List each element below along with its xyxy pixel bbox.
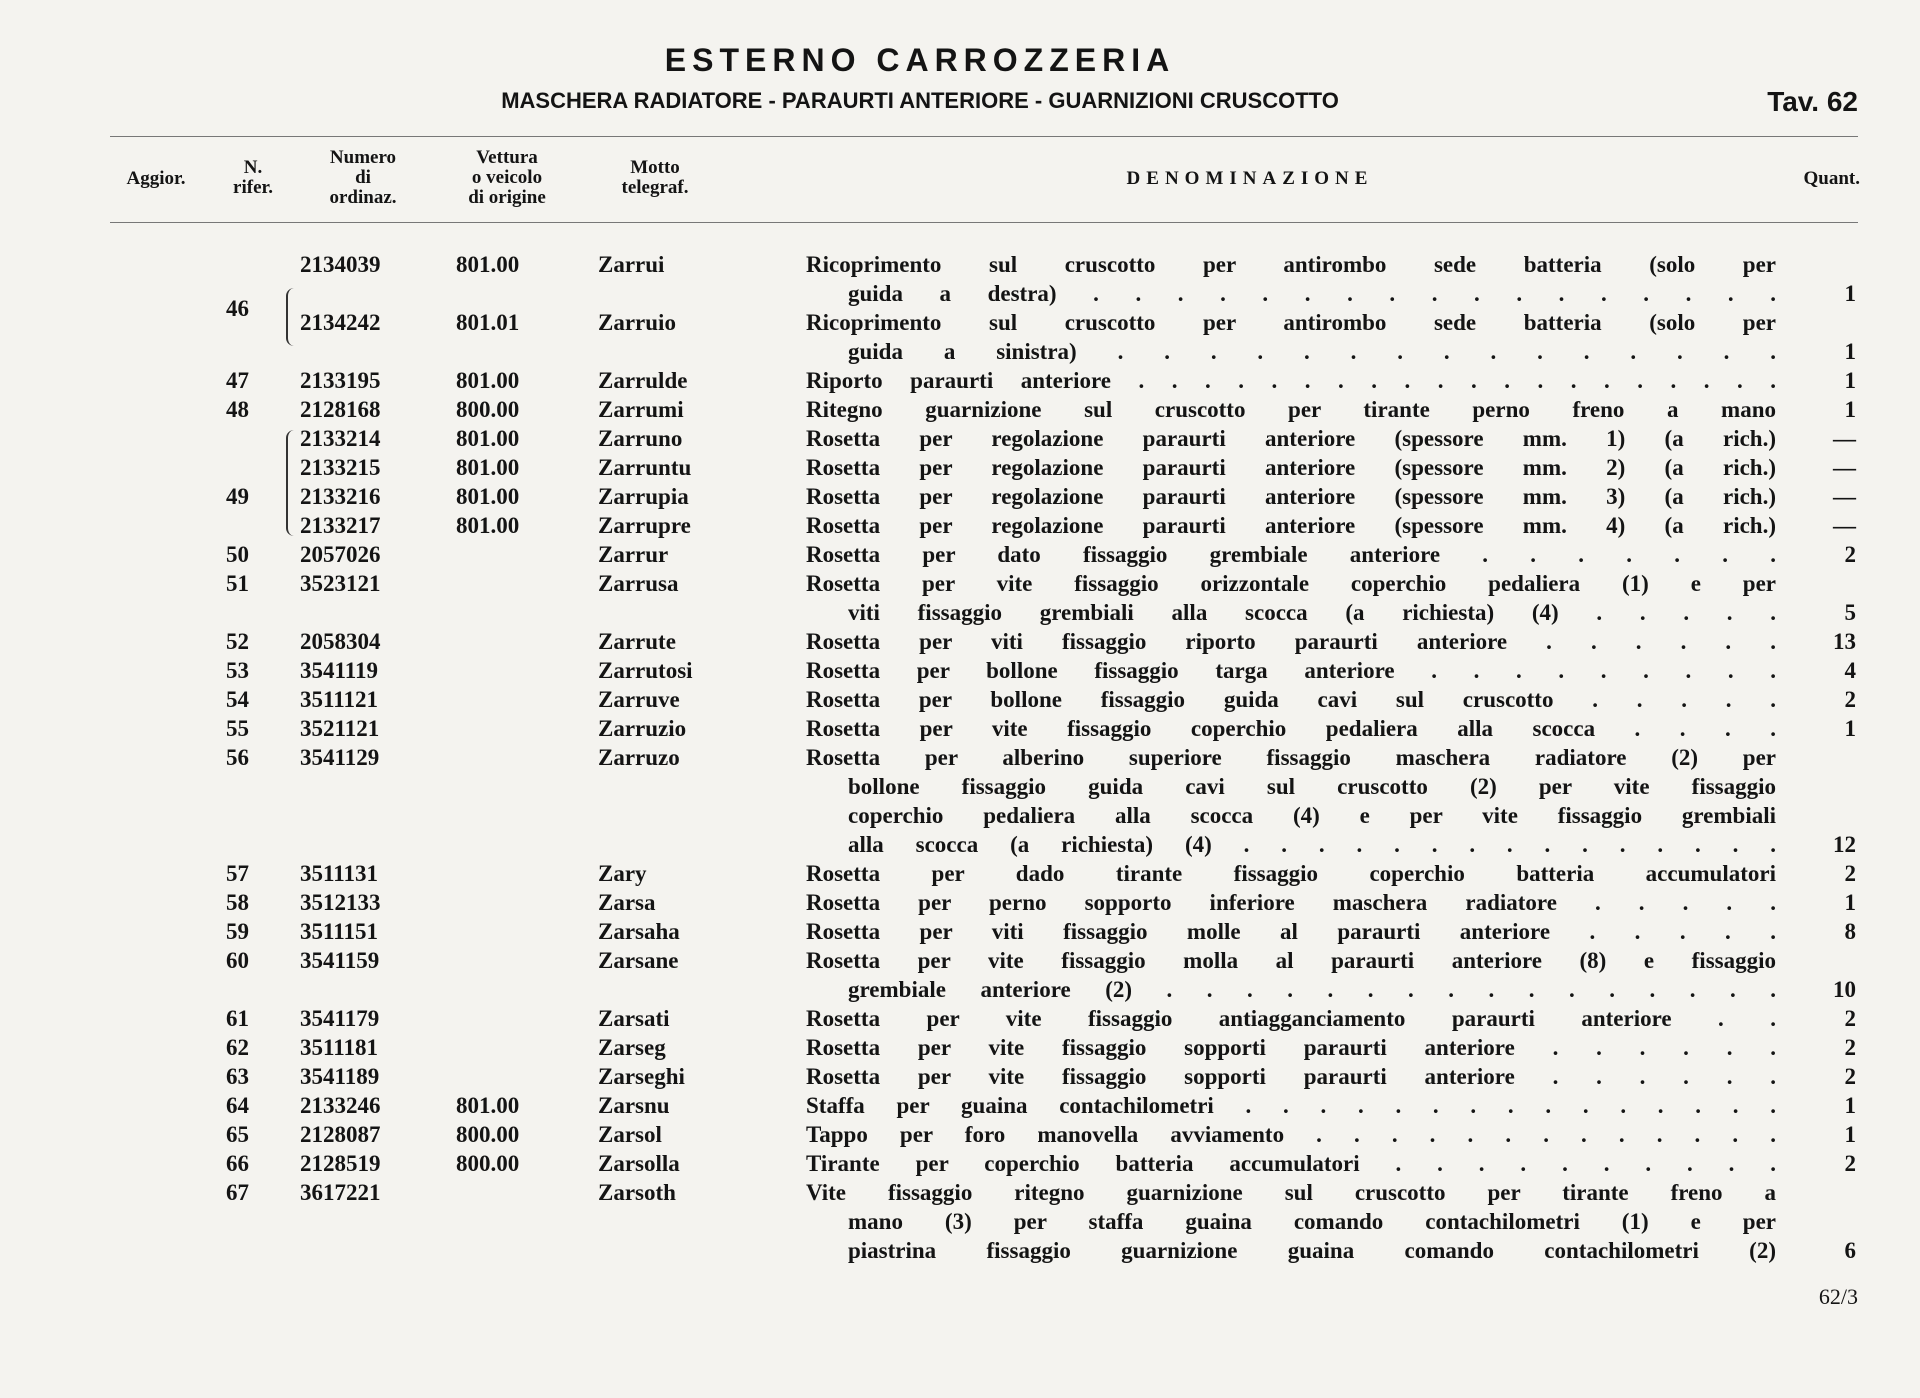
description-line: alla scocca (a richiesta) (4) . . . . . . . . . . . . . . . xyxy=(848,832,1776,857)
vehicle-origin: 801.00 xyxy=(456,455,520,480)
vehicle-origin: 801.00 xyxy=(456,513,520,538)
quantity: 4 xyxy=(1844,658,1856,683)
vehicle-origin: 801.00 xyxy=(456,1093,520,1118)
quantity: — xyxy=(1833,513,1856,538)
description-line: Rosetta per dado tirante fissaggio coperchio batteria accumulatori xyxy=(806,861,1776,886)
reference-number: 54 xyxy=(226,687,249,712)
order-number: 2134242 xyxy=(300,310,381,335)
description-line: Rosetta per vite fissaggio molla al paraurti anteriore (8) e fissaggio xyxy=(806,948,1776,973)
reference-number: 47 xyxy=(226,368,249,393)
vehicle-origin: 801.00 xyxy=(456,368,520,393)
quantity: 2 xyxy=(1844,1006,1856,1031)
telegraph-code: Zarrur xyxy=(598,542,669,567)
reference-number: 46 xyxy=(226,295,249,321)
telegraph-code: Zarruntu xyxy=(598,455,692,480)
description-line: Rosetta per bollone fissaggio guida cavi sul cruscotto . . . . . xyxy=(806,687,1776,712)
description-line: Rosetta per regolazione paraurti anteriore (spessore mm. 4) (a rich.) xyxy=(806,513,1776,538)
quantity: 10 xyxy=(1833,977,1856,1002)
reference-number: 50 xyxy=(226,542,249,567)
page-subtitle: MASCHERA RADIATORE - PARAURTI ANTERIORE - GUARNIZIONI CRUSCOTTO xyxy=(501,88,1339,113)
telegraph-code: Zarrupia xyxy=(598,484,689,509)
col-header-numero: Numero di ordinaz. xyxy=(329,147,397,208)
order-number: 3541189 xyxy=(300,1064,380,1089)
order-number: 2128087 xyxy=(300,1122,381,1147)
description-line: Tirante per coperchio batteria accumulatori . . . . . . . . . . xyxy=(806,1151,1776,1176)
reference-number: 48 xyxy=(226,397,249,422)
quantity: 2 xyxy=(1844,1151,1856,1176)
quantity: 1 xyxy=(1844,716,1856,741)
telegraph-code: Zarrusa xyxy=(598,571,679,596)
order-number: 2133215 xyxy=(300,455,381,480)
description-line: Rosetta per vite fissaggio coperchio pedaliera alla scocca . . . . xyxy=(806,716,1776,741)
order-number: 3512133 xyxy=(300,890,381,915)
telegraph-code: Zarrui xyxy=(598,252,665,277)
group-brace xyxy=(286,430,300,536)
order-number: 3541159 xyxy=(300,948,380,973)
order-number: 3541119 xyxy=(300,658,378,683)
order-number: 2128168 xyxy=(300,397,381,422)
telegraph-code: Zarrulde xyxy=(598,368,688,393)
order-number: 2133217 xyxy=(300,513,381,538)
header-rule-bottom xyxy=(110,222,1858,223)
telegraph-code: Zarseghi xyxy=(598,1064,685,1089)
description-line: Rosetta per viti fissaggio molle al paraurti anteriore . . . . . xyxy=(806,919,1776,944)
reference-number: 65 xyxy=(226,1122,249,1147)
reference-number: 60 xyxy=(226,948,249,973)
vehicle-origin: 801.01 xyxy=(456,310,520,335)
description-line: Staffa per guaina contachilometri . . . . . . . . . . . . . . . xyxy=(806,1093,1776,1118)
reference-number: 63 xyxy=(226,1064,249,1089)
description-line: Rosetta per alberino superiore fissaggio maschera radiatore (2) per xyxy=(806,745,1776,770)
description-line: Ritegno guarnizione sul cruscotto per tirante perno freno a mano xyxy=(806,397,1776,422)
quantity: 1 xyxy=(1844,281,1856,306)
reference-number: 53 xyxy=(226,658,249,683)
telegraph-code: Zarsoth xyxy=(598,1180,676,1205)
description-line: bollone fissaggio guida cavi sul cruscotto (2) per vite fissaggio xyxy=(848,774,1776,799)
vehicle-origin: 800.00 xyxy=(456,1122,520,1147)
telegraph-code: Zarseg xyxy=(598,1035,666,1060)
order-number: 2133214 xyxy=(300,426,381,451)
telegraph-code: Zarsaha xyxy=(598,919,680,944)
order-number: 3617221 xyxy=(300,1180,381,1205)
description-line: Rosetta per regolazione paraurti anteriore (spessore mm. 3) (a rich.) xyxy=(806,484,1776,509)
telegraph-code: Zarruno xyxy=(598,426,683,451)
telegraph-code: Zarruve xyxy=(598,687,680,712)
order-number: 2057026 xyxy=(300,542,381,567)
description-line: mano (3) per staffa guaina comando contachilometri (1) e per xyxy=(848,1209,1776,1234)
telegraph-code: Zarsati xyxy=(598,1006,670,1031)
order-number: 3511131 xyxy=(300,861,378,886)
reference-number: 58 xyxy=(226,890,249,915)
description-line: Rosetta per dato fissaggio grembiale anteriore . . . . . . . xyxy=(806,542,1776,567)
order-number: 2134039 xyxy=(300,252,381,277)
group-brace xyxy=(286,288,300,346)
description-line: coperchio pedaliera alla scocca (4) e per vite fissaggio grembiali xyxy=(848,803,1776,828)
order-number: 2128519 xyxy=(300,1151,381,1176)
header-rule-top xyxy=(110,136,1858,137)
reference-number: 62 xyxy=(226,1035,249,1060)
order-number: 2133246 xyxy=(300,1093,381,1118)
description-line: Riporto paraurti anteriore . . . . . . . . . . . . . . . . . . . . xyxy=(806,368,1776,393)
col-header-nrifer: N. rifer. xyxy=(233,157,273,198)
description-line: Rosetta per bollone fissaggio targa anteriore . . . . . . . . . xyxy=(806,658,1776,683)
table-number: Tav. 62 xyxy=(1767,86,1858,117)
reference-number: 55 xyxy=(226,716,249,741)
description-line: Rosetta per viti fissaggio riporto paraurti anteriore . . . . . . xyxy=(806,629,1776,654)
col-header-vettura: Vettura o veicolo di origine xyxy=(468,147,546,208)
order-number: 3521121 xyxy=(300,716,380,741)
reference-number: 66 xyxy=(226,1151,249,1176)
quantity: 12 xyxy=(1833,832,1856,857)
description-line: grembiale anteriore (2) . . . . . . . . . . . . . . . . xyxy=(848,977,1776,1002)
description-line: Rosetta per perno sopporto inferiore maschera radiatore . . . . . xyxy=(806,890,1776,915)
order-number: 3511121 xyxy=(300,687,378,712)
order-number: 2133216 xyxy=(300,484,381,509)
col-header-quant: Quant. xyxy=(1803,168,1860,189)
col-header-aggior: Aggior. xyxy=(126,168,186,189)
reference-number: 57 xyxy=(226,861,249,886)
telegraph-code: Zarsane xyxy=(598,948,679,973)
order-number: 3541129 xyxy=(300,745,380,770)
description-line: Ricoprimento sul cruscotto per antirombo sede batteria (solo per xyxy=(806,310,1776,335)
quantity: 5 xyxy=(1844,600,1856,625)
quantity: 6 xyxy=(1844,1238,1856,1263)
telegraph-code: Zarrutosi xyxy=(598,658,693,683)
description-line: piastrina fissaggio guarnizione guaina comando contachilometri (2) xyxy=(848,1238,1776,1263)
telegraph-code: Zarruio xyxy=(598,310,676,335)
description-line: viti fissaggio grembiali alla scocca (a richiesta) (4) . . . . . xyxy=(848,600,1776,625)
description-line: Rosetta per vite fissaggio sopporti paraurti anteriore . . . . . . xyxy=(806,1064,1776,1089)
telegraph-code: Zarruzo xyxy=(598,745,680,770)
quantity: 2 xyxy=(1844,1064,1856,1089)
quantity: 1 xyxy=(1844,890,1856,915)
vehicle-origin: 800.00 xyxy=(456,397,520,422)
quantity: 2 xyxy=(1844,1035,1856,1060)
quantity: 1 xyxy=(1844,1122,1856,1147)
reference-number: 49 xyxy=(226,484,249,509)
telegraph-code: Zarsa xyxy=(598,890,656,915)
telegraph-code: Zarsolla xyxy=(598,1151,680,1176)
vehicle-origin: 801.00 xyxy=(456,484,520,509)
reference-number: 67 xyxy=(226,1180,249,1205)
reference-number: 64 xyxy=(226,1093,249,1118)
vehicle-origin: 801.00 xyxy=(456,252,520,277)
reference-number: 52 xyxy=(226,629,249,654)
telegraph-code: Zarrupre xyxy=(598,513,691,538)
reference-number: 51 xyxy=(226,571,249,596)
description-line: Rosetta per vite fissaggio sopporti paraurti anteriore . . . . . . xyxy=(806,1035,1776,1060)
quantity: 2 xyxy=(1844,542,1856,567)
vehicle-origin: 801.00 xyxy=(456,426,520,451)
order-number: 2058304 xyxy=(300,629,381,654)
telegraph-code: Zarruzio xyxy=(598,716,687,741)
vehicle-origin: 800.00 xyxy=(456,1151,520,1176)
quantity: 2 xyxy=(1844,861,1856,886)
quantity: 1 xyxy=(1844,397,1856,422)
telegraph-code: Zary xyxy=(598,861,647,886)
quantity: 13 xyxy=(1833,629,1856,654)
telegraph-code: Zarsol xyxy=(598,1122,662,1147)
quantity: 1 xyxy=(1844,1093,1856,1118)
quantity: — xyxy=(1833,426,1856,451)
quantity: 2 xyxy=(1844,687,1856,712)
reference-number: 56 xyxy=(226,745,249,770)
description-line: Rosetta per regolazione paraurti anteriore (spessore mm. 2) (a rich.) xyxy=(806,455,1776,480)
description-line: guida a sinistra) . . . . . . . . . . . . . . . xyxy=(848,339,1776,364)
telegraph-code: Zarsnu xyxy=(598,1093,670,1118)
order-number: 3541179 xyxy=(300,1006,380,1031)
page-title: ESTERNO CARROZZERIA xyxy=(664,42,1176,78)
order-number: 3511151 xyxy=(300,919,378,944)
reference-number: 59 xyxy=(226,919,249,944)
description-line: Ricoprimento sul cruscotto per antirombo sede batteria (solo per xyxy=(806,252,1776,277)
quantity: 8 xyxy=(1844,919,1856,944)
order-number: 2133195 xyxy=(300,368,381,393)
reference-number: 61 xyxy=(226,1006,249,1031)
order-number: 3523121 xyxy=(300,571,381,596)
description-line: Rosetta per regolazione paraurti anteriore (spessore mm. 1) (a rich.) xyxy=(806,426,1776,451)
quantity: 1 xyxy=(1844,368,1856,393)
telegraph-code: Zarrute xyxy=(598,629,676,654)
order-number: 3511181 xyxy=(300,1035,378,1060)
col-header-denominazione: DENOMINAZIONE xyxy=(1126,168,1374,189)
col-header-motto: Motto telegraf. xyxy=(621,157,689,198)
description-line: Rosetta per vite fissaggio antiagganciamento paraurti anteriore . . xyxy=(806,1006,1776,1031)
telegraph-code: Zarrumi xyxy=(598,397,684,422)
description-line: guida a destra) . . . . . . . . . . . . . . . . . xyxy=(848,281,1776,306)
description-line: Tappo per foro manovella avviamento . . . . . . . . . . . . . xyxy=(806,1122,1776,1147)
page-number: 62/3 xyxy=(1818,1284,1858,1309)
quantity: — xyxy=(1833,455,1856,480)
quantity: 1 xyxy=(1844,339,1856,364)
quantity: — xyxy=(1833,484,1856,509)
description-line: Rosetta per vite fissaggio orizzontale coperchio pedaliera (1) e per xyxy=(806,571,1776,596)
description-line: Vite fissaggio ritegno guarnizione sul cruscotto per tirante freno a xyxy=(806,1180,1776,1205)
